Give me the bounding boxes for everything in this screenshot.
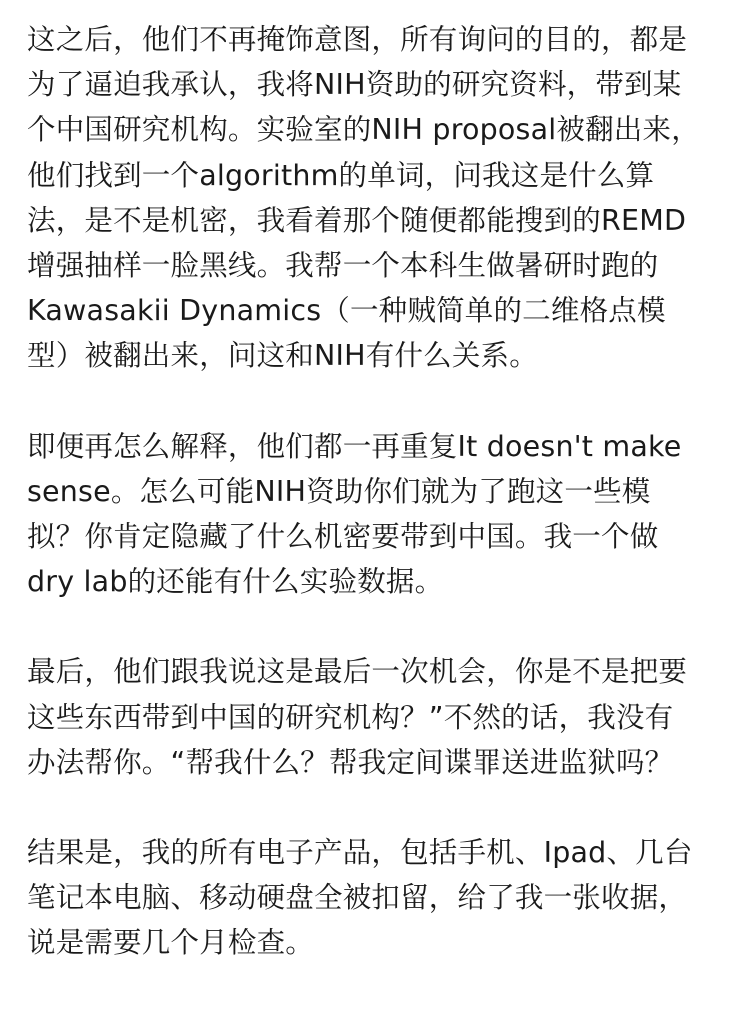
text-line: dry lab的还能有什么实验数据。 [27, 565, 444, 599]
text-line: 结果是，我的所有电子产品，包括手机、Ipad、几台 [27, 836, 693, 870]
text-line: 为了逼迫我承认，我将NIH资助的研究资料，带到某 [27, 68, 682, 102]
text-line: 拟？你肯定隐藏了什么机密要带到中国。我一个做 [27, 520, 659, 554]
paragraph-3 [27, 649, 727, 785]
article-body [27, 17, 727, 1011]
text-line: 他们找到一个algorithm的单词，问我这是什么算 [27, 158, 655, 192]
text-line: Kawasakii Dynamics（一种贼简单的二维格点模 [27, 294, 666, 328]
text-line: 笔记本电脑、移动硬盘全被扣留，给了我一张收据， [27, 881, 688, 915]
text-line: sense。怎么可能NIH资助你们就为了跑这一些模 [27, 474, 651, 508]
text-line: 这之后，他们不再掩饰意图，所有询问的目的，都是 [27, 23, 688, 56]
text-line: 法，是不是机密，我看着那个随便都能搜到的REMD [27, 203, 687, 237]
text-line: 这些东西带到中国的研究机构？”不然的话，我没有 [27, 700, 674, 734]
text-line: 个中国研究机构。实验室的NIH proposal被翻出来， [27, 113, 700, 147]
text-line: 即便再怎么解释，他们都一再重复It doesn't make [27, 429, 682, 463]
text-line: 说是需要几个月检查。 [27, 926, 315, 960]
text-line: 办法帮你。“帮我什么？帮我定间谍罪送进监狱吗？ [27, 745, 674, 779]
text-line: 增强抽样一脸黑线。我帮一个本科生做暑研时跑的 [27, 249, 659, 283]
text-line: 型）被翻出来，问这和NIH有什么关系。 [27, 339, 538, 373]
text-line: 最后，他们跟我说这是最后一次机会，你是不是把要 [27, 655, 688, 689]
paragraph-4 [27, 830, 727, 966]
paragraph-1 [27, 17, 727, 379]
paragraph-2 [27, 424, 727, 605]
